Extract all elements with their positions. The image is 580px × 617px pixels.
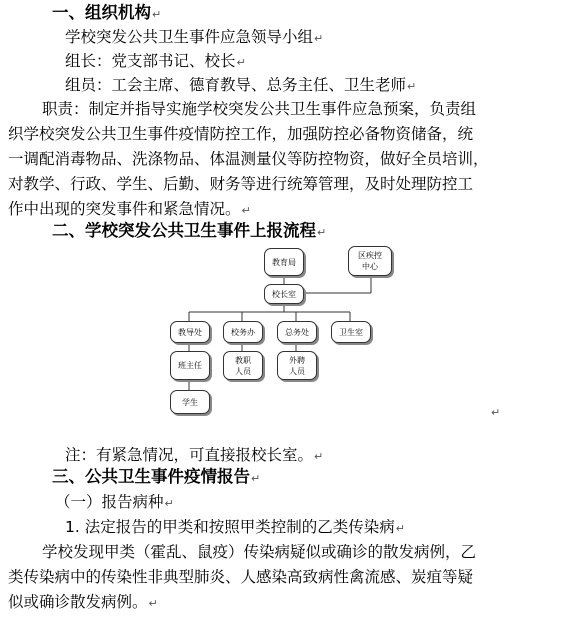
box-outsourced-staff: 外聘 人员 <box>277 351 317 380</box>
duty-line-1: 职责：制定并指导实施学校突发公共卫生事件应急预案，负责组 <box>42 100 477 118</box>
box-general-affairs-office: 总务处 <box>277 321 317 343</box>
box-students: 学生 <box>170 390 210 414</box>
group-name: 学校突发公共卫生事件应急领导小组↵ <box>65 28 324 46</box>
box-teaching-office: 教导处 <box>170 321 210 343</box>
box-education-bureau: 教育局 <box>264 248 304 276</box>
duty-line-2: 织学校突发公共卫生事件疫情防控工作，加强防控必备物资储备，统 <box>8 125 474 143</box>
box-cdc: 区疾控 中心 <box>348 246 392 276</box>
report-flowchart <box>168 238 404 420</box>
list-item-1: 1. 法定报告的甲类和按照甲类控制的乙类传染病↵ <box>65 518 405 536</box>
body-line-3: 似或确诊散发病例。↵ <box>8 593 158 611</box>
body-line-1: 学校发现甲类（霍乱、鼠疫）传染病疑似或确诊的散发病例，乙 <box>42 543 477 561</box>
duty-line-5: 作中出现的突发事件和紧急情况。↵ <box>8 200 251 218</box>
subsection-heading: （一）报告病种↵ <box>55 493 174 511</box>
section-heading-1: 一、组织机构↵ <box>52 3 162 22</box>
box-principal-office: 校长室 <box>264 284 304 304</box>
section-heading-2: 二、学校突发公共卫生事件上报流程↵ <box>52 221 327 240</box>
body-line-2: 类传染病中的传染性非典型肺炎、人感染高致病性禽流感、炭疽等疑 <box>8 568 474 586</box>
flowchart-paragraph-mark: ↵ <box>491 406 501 419</box>
box-class-teacher: 班主任 <box>170 351 210 380</box>
duty-line-4: 对教学、行政、学生、后勤、财务等进行统筹管理，及时处理防控工 <box>8 175 474 193</box>
box-school-affairs-office: 校务办 <box>223 321 263 343</box>
box-health-room: 卫生室 <box>331 321 371 343</box>
box-staff: 教职 人员 <box>223 351 263 380</box>
duty-line-3: 一调配消毒物品、洗涤物品、体温测量仪等防控物资，做好全员培训， <box>8 150 489 168</box>
group-leader: 组长：党支部书记、校长↵ <box>65 52 246 70</box>
group-members: 组员：工会主席、德育教导、总务主任、卫生老师↵ <box>65 76 417 94</box>
emergency-note: 注：有紧急情况，可直接报校长室。↵ <box>65 446 324 464</box>
section-heading-3: 三、公共卫生事件疫情报告↵ <box>52 467 261 486</box>
